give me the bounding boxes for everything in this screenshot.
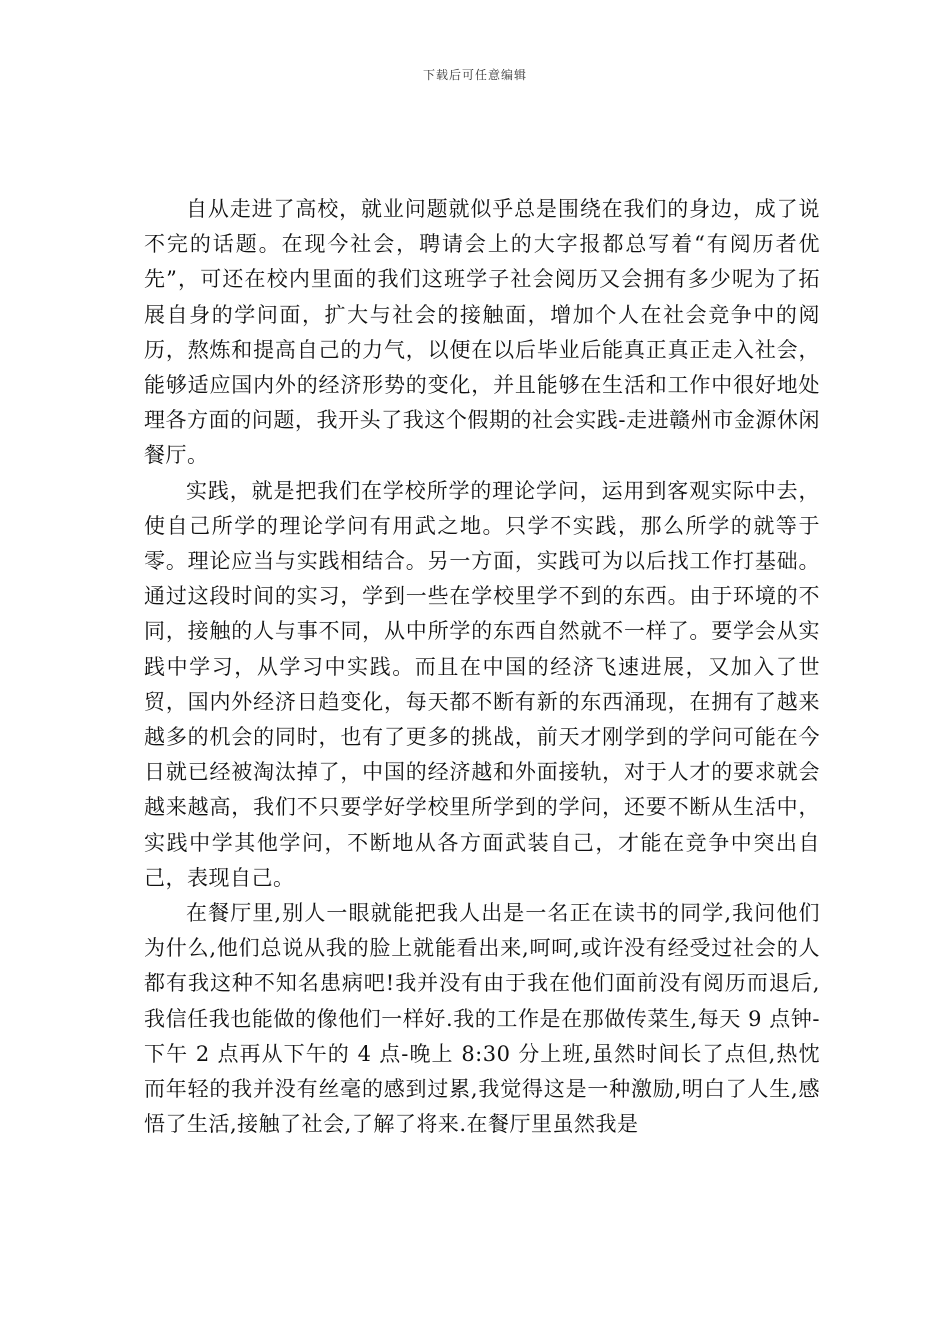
- header-note: 下载后可任意编辑: [422, 68, 527, 82]
- paragraph-2: 实践，就是把我们在学校所学的理论学问，运用到客观实际中去，使自己所学的理论学问有用武之地。只学不实践，那么所学的就等于零。理论应当与实践相结合。另一方面，实践可为以后找工作打基础。通过这段时间的实习，学到一些在学校里学不到的东西。由于环境的不同，接触的人与事不同，从中所学的东西自然就不一样了。要学会从实践中学习，从学习中实践。而且在中国的经济飞速进展，又加入了世贸，国内外经济日趋变化，每天都不断有新的东西涌现，在拥有了越来越多的机会的同时，也有了更多的挑战，前天才刚学到的学问可能在今日就已经被淘汰掉了，中国的经济越和外面接轨，对于人才的要求就会越来越高，我们不只要学好学校里所学到的学问，还要不断从生活中，实践中学其他学问，不断地从各方面武装自己，才能在竞争中突出自己，表现自己。: [144, 478, 820, 890]
- paragraph-3: 在餐厅里,别人一眼就能把我人出是一名正在读书的同学,我问他们为什么,他们总说从我的脸上就能看出来,呵呵,或许没有经受过社会的人都有我这种不知名患病吧!我并没有由于我在他们面前没有阅历而退后,我信任我也能做的像他们一样好.我的工作是在那做传菜生,每天 9 点钟-下午 2 点再从下午的 4 点-晚上 8:30 分上班,虽然时间长了点但,热忱而年轻的我并没有丝毫的感到过累,我觉得这是一种激励,明白了人生,感悟了生活,接触了社会,了解了将来.在餐厅里虽然我是: [144, 901, 820, 1137]
- document-body: [144, 192, 820, 1142]
- paragraph-1: 自从走进了高校，就业问题就似乎总是围绕在我们的身边，成了说不完的话题。在现今社会，聘请会上的大字报都总写着“有阅历者优先”，可还在校内里面的我们这班学子社会阅历又会拥有多少呢为了拓展自身的学问面，扩大与社会的接触面，增加个人在社会竞争中的阅历，熬炼和提高自己的力气，以便在以后毕业后能真正真正走入社会，能够适应国内外的经济形势的变化，并且能够在生活和工作中很好地处理各方面的问题，我开头了我这个假期的社会实践-走进赣州市金源休闲餐厅。: [144, 197, 820, 468]
